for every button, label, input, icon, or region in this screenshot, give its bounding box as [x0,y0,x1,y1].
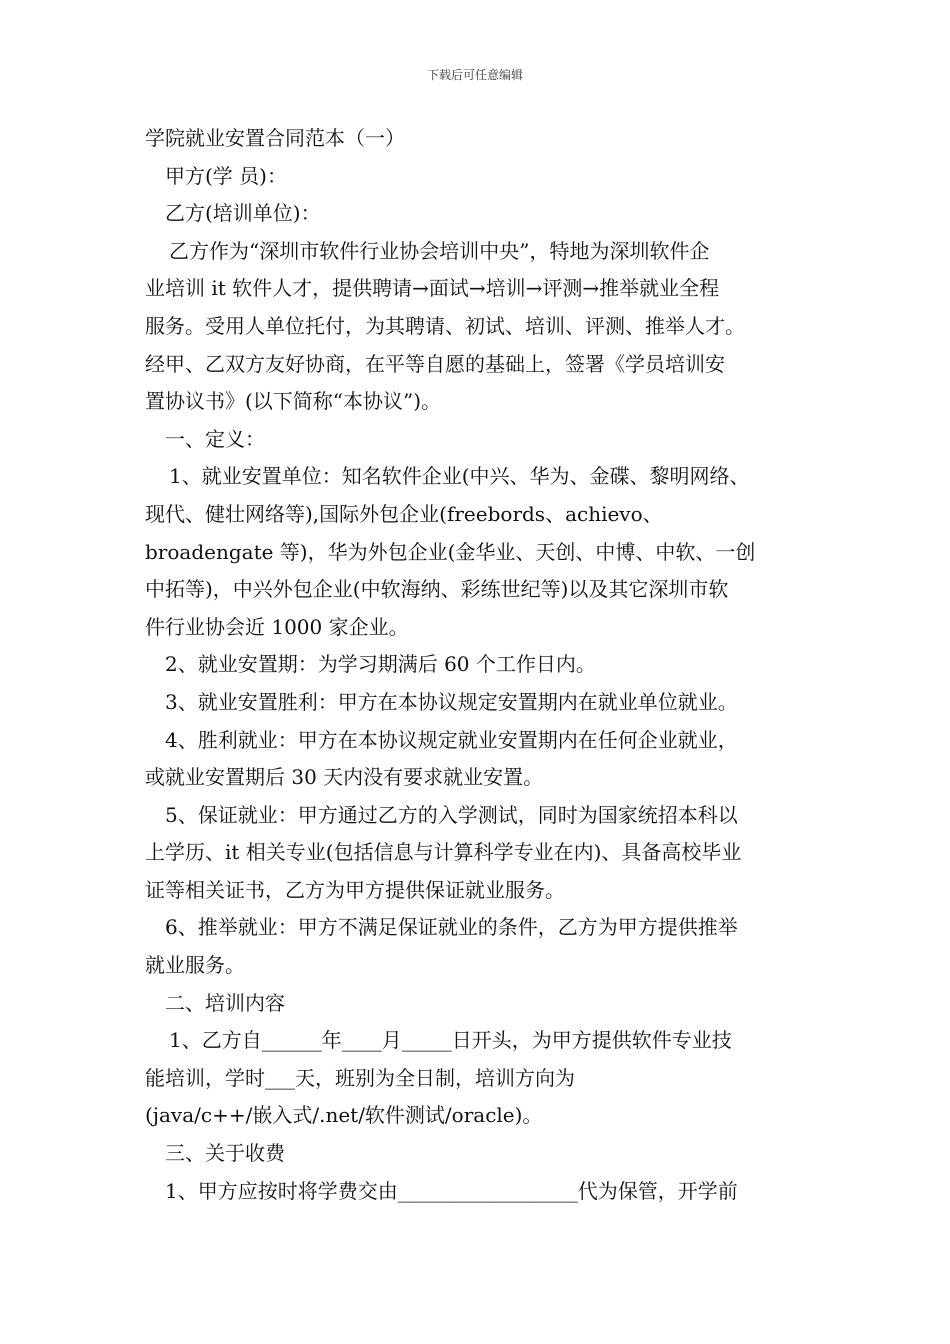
definition-item-3: 3、就业安置胜利：甲方在本协议规定安置期内在就业单位就业。 [165,689,738,714]
definition-item-5-line: 上学历、it 相关专业(包括信息与计算科学专业在内)、具备高校毕业 [145,840,742,865]
intro-line: 置协议书》(以下简称“本协议”)。 [145,389,442,414]
definition-item-1-line: 现代、健壮网络等),国际外包企业(freebords、achievo、 [145,501,663,526]
training-item-1-line: 1、乙方自______年____月_____日开头，为甲方提供软件专业技 [169,1028,732,1053]
intro-line: 业培训 it 软件人才，提供聘请→面试→培训→评测→推举就业全程 [145,276,720,301]
intro-line: 经甲、乙双方友好协商，在平等自愿的基础上，签署《学员培训安 [145,351,725,376]
training-item-1-line: 能培训，学时___天，班别为全日制，培训方向为 [145,1065,575,1090]
intro-line: 服务。受用人单位托付，为其聘请、初试、培训、评测、推举人才。 [145,313,745,338]
document-title: 学院就业安置合同范本（一） [145,126,405,150]
fee-item-1: 1、甲方应按时将学费交由__________________代为保管，开学前 [165,1178,738,1203]
definition-item-2: 2、就业安置期：为学习期满后 60 个工作日内。 [165,652,596,677]
definition-item-1-line: 件行业协会近 1000 家企业。 [145,614,409,639]
party-a-line: 甲方(学 员)： [165,163,287,188]
party-b-line: 乙方(培训单位)： [165,201,321,226]
definition-item-1-line: 中拓等)，中兴外包企业(中软海纳、彩练世纪等)以及其它深圳市软 [145,577,729,602]
definition-item-6-line: 就业服务。 [145,953,245,978]
page-header-note: 下载后可任意编辑 [426,68,523,82]
definition-item-4-line: 或就业安置期后 30 天内没有要求就业安置。 [145,765,544,790]
section-2-heading: 二、培训内容 [165,990,285,1015]
definition-item-1-line: broadengate 等)，华为外包企业(金华业、天创、中博、中软、一创 [145,539,756,564]
definition-item-5-line: 证等相关证书，乙方为甲方提供保证就业服务。 [145,877,565,902]
section-1-heading: 一、定义： [165,426,265,451]
definition-item-5-line: 5、保证就业：甲方通过乙方的入学测试，同时为国家统招本科以 [165,802,738,827]
section-3-heading: 三、关于收费 [165,1141,285,1166]
document-body [145,120,825,1210]
definition-item-1-line: 1、就业安置单位：知名软件企业(中兴、华为、金碟、黎明网络、 [169,464,750,489]
definition-item-6-line: 6、推举就业：甲方不满足保证就业的条件，乙方为甲方提供推举 [165,915,738,940]
definition-item-4-line: 4、胜利就业：甲方在本协议规定就业安置期内在任何企业就业， [165,727,738,752]
training-item-1-line: (java/c++/嵌入式/.net/软件测试/oracle)。 [145,1103,543,1128]
intro-line: 乙方作为“深圳市软件行业协会培训中央”，特地为深圳软件企 [169,238,710,263]
